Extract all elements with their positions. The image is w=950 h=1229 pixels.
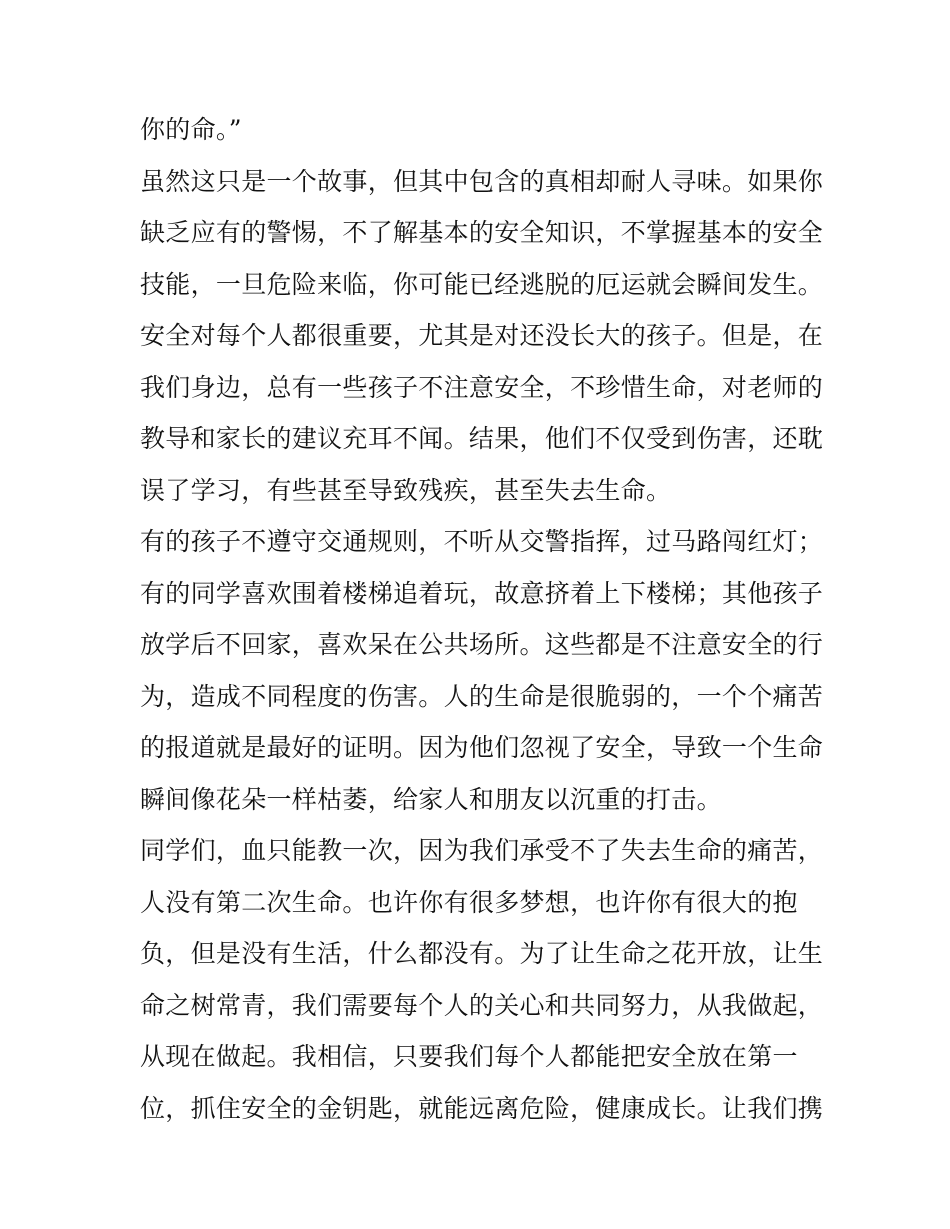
text-line: 有的孩子不遵守交通规则，不听从交警指挥，过马路闯红灯；	[140, 527, 824, 556]
text-line: 瞬间像花朵一样枯萎，给家人和朋友以沉重的打击。	[140, 784, 722, 814]
text-line: 缺乏应有的警惕，不了解基本的安全知识，不掌握基本的安全	[140, 218, 824, 247]
text-line: 你的命。”	[140, 115, 242, 144]
text-line: 我们身边，总有一些孩子不注意安全，不珍惜生命，对老师的	[140, 372, 824, 402]
text-line: 同学们，血只能教一次，因为我们承受不了失去生命的痛苦，	[140, 836, 824, 865]
text-line: 从现在做起。我相信，只要我们每个人都能把安全放在第一	[140, 1042, 798, 1071]
text-line: 人没有第二次生命。也许你有很多梦想，也许你有很大的抱	[140, 887, 798, 917]
text-line: 教导和家长的建议充耳不闻。结果，他们不仅受到伤害，还耽	[140, 424, 824, 453]
text-line: 的报道就是最好的证明。因为他们忽视了安全，导致一个生命	[140, 733, 824, 762]
text-line: 技能，一旦危险来临，你可能已经逃脱的厄运就会瞬间发生。	[140, 269, 824, 299]
text-line: 放学后不回家，喜欢呆在公共场所。这些都是不注意安全的行	[140, 630, 824, 659]
text-line: 虽然这只是一个故事，但其中包含的真相却耐人寻味。如果你	[140, 166, 824, 196]
text-line: 安全对每个人都很重要，尤其是对还没长大的孩子。但是，在	[140, 321, 824, 350]
text-line: 为，造成不同程度的伤害。人的生命是很脆弱的，一个个痛苦	[140, 681, 824, 711]
text-line: 有的同学喜欢围着楼梯追着玩，故意挤着上下楼梯；其他孩子	[140, 578, 824, 608]
text-line: 负，但是没有生活，什么都没有。为了让生命之花开放，让生	[140, 939, 824, 968]
text-line: 误了学习，有些甚至导致残疾，甚至失去生命。	[140, 475, 672, 505]
text-line: 位，抓住安全的金钥匙，就能远离危险，健康成长。让我们携	[140, 1093, 824, 1123]
document-text	[140, 104, 824, 1134]
text-line: 命之树常青，我们需要每个人的关心和共同努力，从我做起，	[140, 990, 824, 1020]
